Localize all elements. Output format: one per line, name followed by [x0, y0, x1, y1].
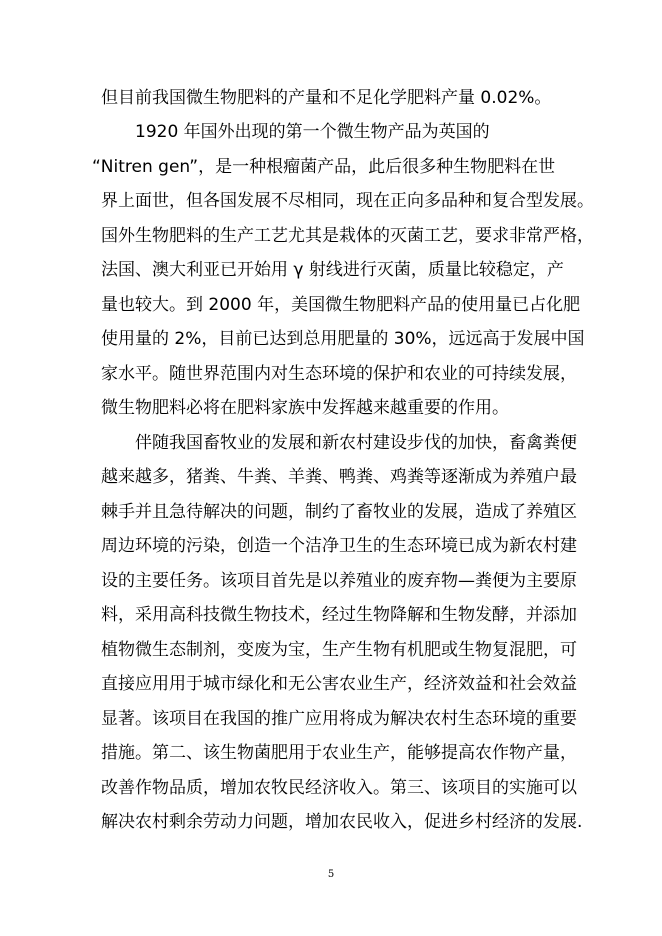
- text-line: 家水平。随世界范围内对生态环境的保护和农业的可持续发展，: [101, 364, 577, 384]
- text-line: 微生物肥料必将在肥料家族中发挥越来越重要的作用。: [101, 398, 509, 418]
- text-line: 国外生物肥料的生产工艺尤其是栽体的灭菌工艺，要求非常严格，: [101, 226, 594, 246]
- page-number: 5: [327, 869, 335, 880]
- text-line: 但目前我国微生物肥料的产量和不足化学肥料产量 0.02%。: [101, 88, 552, 108]
- paragraph-first-line: 1920 年国外出现的第一个微生物产品为英国的: [135, 122, 490, 142]
- text-line: 量也较大。到 2000 年，美国微生物肥料产品的使用量已占化肥: [101, 295, 581, 315]
- text-line: 越来越多，猪粪、牛粪、羊粪、鸭粪、鸡粪等逐渐成为养殖户最: [101, 467, 577, 487]
- text-line: 界上面世，但各国发展不尽相同，现在正向多品种和复合型发展。: [101, 191, 594, 211]
- paragraph-first-line: 伴随我国畜牧业的发展和新农村建设步伐的加快，畜禽粪便: [135, 433, 577, 453]
- text-line: 措施。第二、该生物菌肥用于农业生产，能够提高农作物产量，: [101, 743, 577, 763]
- text-line: “Nitren gen”，是一种根瘤菌产品，此后很多种生物肥料在世: [92, 157, 556, 177]
- text-line: 植物微生态制剂，变废为宝，生产生物有机肥或生物复混肥，可: [101, 640, 577, 660]
- text-line: 直接应用用于城市绿化和无公害农业生产，经济效益和社会效益: [101, 674, 577, 694]
- text-line: 棘手并且急待解决的问题，制约了畜牧业的发展，造成了养殖区: [101, 502, 577, 522]
- text-line: 显著。该项目在我国的推广应用将成为解决农村生态环境的重要: [101, 709, 577, 729]
- text-line: 解决农村剩余劳动力问题，增加农民收入，促进乡村经济的发展.: [101, 812, 583, 832]
- text-line: 法国、澳大利亚已开始用 γ 射线进行灭菌，质量比较稳定，产: [101, 260, 564, 280]
- text-line: 改善作物品质，增加农牧民经济收入。第三、该项目的实施可以: [101, 778, 577, 798]
- text-line: 料，采用高科技微生物技术，经过生物降解和生物发酵，并添加: [101, 605, 577, 625]
- text-line: 周边环境的污染，创造一个洁净卫生的生态环境已成为新农村建: [101, 536, 577, 556]
- text-line: 设的主要任务。该项目首先是以养殖业的废弃物—粪便为主要原: [101, 571, 577, 591]
- text-line: 使用量的 2%，目前已达到总用肥量的 30%，远远高于发展中国: [101, 329, 585, 349]
